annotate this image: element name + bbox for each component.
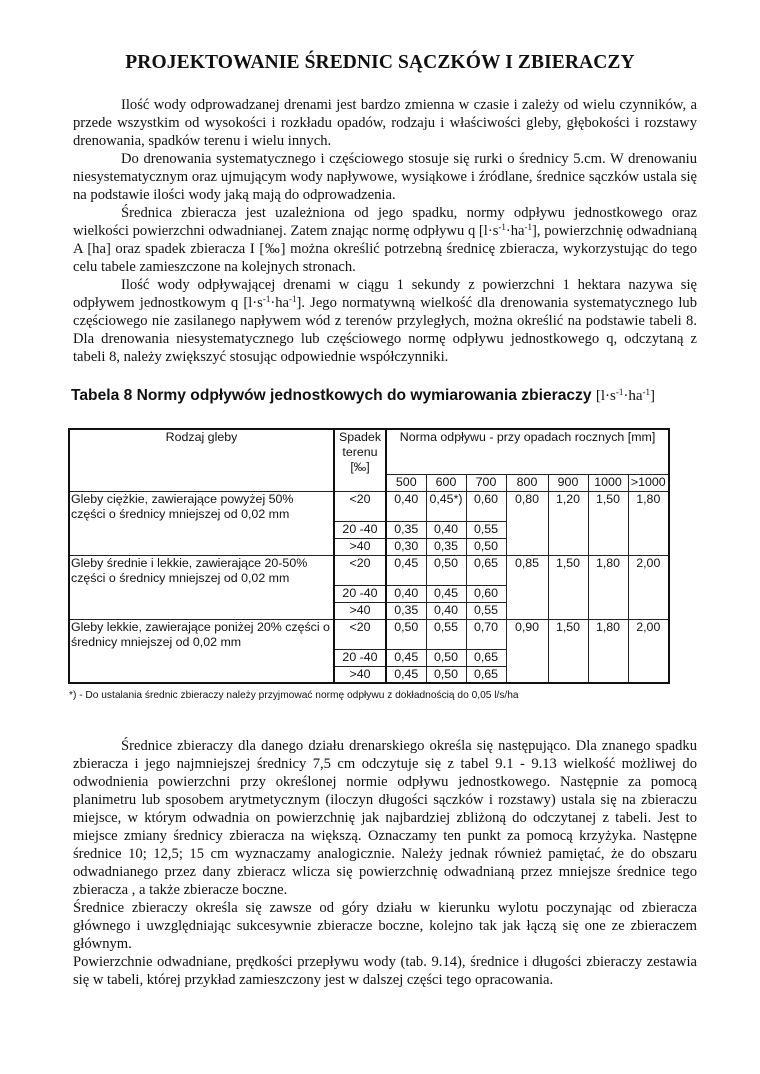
header-row — [69, 429, 669, 474]
paragraph-7: Powierzchnie odwadniane, prędkości przepływu wody (tab. 9.14), średnice i długości zbieraczy zestawia się w tabeli, której przykład zamieszczony jest w dalszej części tego opracowania. — [73, 954, 697, 988]
slope-cell: >40 — [334, 538, 386, 555]
paragraph-4: Ilość wody odpływającej drenami w ciągu 1 sekundy z powierzchni 1 hektara nazywa się odpływem jednostkowym q $[l\cdot s^{-1}\cdot ha^{-1}]$. Jego normatywną wielkość dla drenowania systematycznego lub częściowego nie zasilanego napływem wód z terenów przyległych, można określić na podstawie tabeli 8. Dla drenowania niesystematycznego lub częściowego normę odpływu jednostkowego q, odczytaną z tabeli 8, należy zwiększyć stosując odpowiednie współczynniki. — [73, 277, 697, 365]
value-cell: 1,80 — [588, 619, 628, 683]
value-cell: 0,40 — [386, 491, 426, 521]
value-cell: 0,55 — [466, 602, 506, 619]
value-cell: 0,45*) — [426, 491, 466, 521]
header-soil-type: Rodzaj gleby — [69, 429, 334, 491]
paragraph-1: Ilość wody odprowadzanej drenami jest bardzo zmienna w czasie i zależy od wielu czynników, a przede wszystkim od wysokości i rozkładu opadów, rodzaju i właściwości gleby, głębokości i rozstawy drenowania, spadków terenu i wielu innych. — [73, 97, 697, 149]
soil-type-cell: Gleby lekkie, zawierające poniżej 20% części o średnicy mniejszej od 0,02 mm — [69, 619, 334, 683]
value-cell: 0,85 — [506, 555, 548, 619]
value-cell: 0,65 — [466, 555, 506, 585]
header-precip-900: 900 — [548, 474, 588, 491]
value-cell: 0,50 — [386, 619, 426, 649]
header-precip-800: 800 — [506, 474, 548, 491]
slope-cell: 20 -40 — [334, 649, 386, 666]
value-cell: 0,55 — [466, 521, 506, 538]
norms-table — [68, 428, 670, 684]
slope-cell: <20 — [334, 619, 386, 649]
slope-cell: 20 -40 — [334, 521, 386, 538]
header-precip-1000: 1000 — [588, 474, 628, 491]
value-cell: 0,80 — [506, 491, 548, 555]
header-slope: Spadek terenu [‰] — [334, 429, 386, 491]
value-cell: 2,00 — [628, 555, 669, 619]
value-cell: 1,80 — [628, 491, 669, 555]
slope-cell: <20 — [334, 555, 386, 585]
value-cell: 0,35 — [426, 538, 466, 555]
value-cell: 1,50 — [548, 555, 588, 619]
value-cell: 1,80 — [588, 555, 628, 619]
value-cell: 0,50 — [426, 649, 466, 666]
value-cell: 0,45 — [426, 585, 466, 602]
value-cell: 0,40 — [386, 585, 426, 602]
page-title: PROJEKTOWANIE ŚREDNIC SĄCZKÓW I ZBIERACZY — [125, 52, 635, 73]
header-precip-700: 700 — [466, 474, 506, 491]
soil-type-cell: Gleby ciężkie, zawierające powyżej 50% części o średnicy mniejszej od 0,02 mm — [69, 491, 334, 555]
value-cell: 1,50 — [548, 619, 588, 683]
value-cell: 0,65 — [466, 649, 506, 666]
value-cell: 0,90 — [506, 619, 548, 683]
value-cell: 0,50 — [426, 666, 466, 683]
table-caption: Tabela 8 Normy odpływów jednostkowych do wymiarowania zbieraczy $[l\cdot s^{-1}\cdot ha^{-1}]$ — [71, 387, 655, 404]
value-cell: 0,65 — [466, 666, 506, 683]
header-norm: Norma odpływu - przy opadach rocznych [mm] — [386, 429, 669, 474]
soil-type-cell: Gleby średnie i lekkie, zawierające 20-50% części o średnicy mniejszej od 0,02 mm — [69, 555, 334, 619]
paragraph-2: Do drenowania systematycznego i częściowego stosuje się rurki o średnicy 5.cm. W drenowaniu niesystematycznym oraz ujmującym wody napływowe, wysiąkowe i źródlane, średnice sączków ustala się na podstawie ilości wody jaką mają do odprowadzenia. — [73, 151, 697, 203]
value-cell: 0,60 — [466, 585, 506, 602]
value-cell: 1,50 — [588, 491, 628, 555]
value-cell: 0,45 — [386, 555, 426, 585]
value-cell: 0,35 — [386, 602, 426, 619]
table-row — [69, 555, 669, 585]
paragraph-5: Średnice zbieraczy dla danego działu drenarskiego określa się następująco. Dla znanego spadku zbieracza i jego najmniejszej średnicy 7,5 cm odczytuje się z tabel 9.1 - 9.13 wielkość możliwej do odwodnienia powierzchni przy określonej normie odpływu jednostkowego. Następnie za pomocą planimetru lub sposobem arytmetycznym (iloczyn długości sączków i rozstawy) ustala się na zbieraczu miejsce, w którym odwadnia on powierzchnię jak najbardziej zbliżoną do odczytanej z tabeli. Jest to miejsce zmiany średnicy zbieracza na większą. Oznaczamy ten punkt za pomocą krzyżyka. Następne średnice 10; 12,5; 15 cm wyznaczamy analogicznie. Należy jednak również pamiętać, że do obszaru odwadnianego przez dany zbieracz wlicza się powierzchnię odwadnianą przez mniejsze średnice tego zbieracza , a także zbieracze boczne. — [73, 738, 697, 898]
table-row — [69, 619, 669, 649]
slope-cell: >40 — [334, 666, 386, 683]
value-cell: 0,35 — [386, 521, 426, 538]
header-precip-600: 600 — [426, 474, 466, 491]
value-cell: 0,45 — [386, 649, 426, 666]
header-precip-500: 500 — [386, 474, 426, 491]
value-cell: 0,60 — [466, 491, 506, 521]
value-cell: 0,50 — [426, 555, 466, 585]
value-cell: 0,40 — [426, 602, 466, 619]
header-precip-gt1000: >1000 — [628, 474, 669, 491]
value-cell: 0,70 — [466, 619, 506, 649]
slope-cell: <20 — [334, 491, 386, 521]
value-cell: 1,20 — [548, 491, 588, 555]
value-cell: 0,55 — [426, 619, 466, 649]
table-unit: $[l\cdot s^{-1}\cdot ha^{-1}]$ — [595, 387, 655, 404]
table-footnote: *) - Do ustalania średnic zbieraczy należy przyjmować normę odpływu z dokładnością do 0,05 l/s/ha — [69, 690, 519, 701]
value-cell: 0,30 — [386, 538, 426, 555]
slope-cell: 20 -40 — [334, 585, 386, 602]
closing-text — [73, 737, 697, 989]
value-cell: 2,00 — [628, 619, 669, 683]
value-cell: 0,40 — [426, 521, 466, 538]
value-cell: 0,50 — [466, 538, 506, 555]
value-cell: 0,45 — [386, 666, 426, 683]
slope-cell: >40 — [334, 602, 386, 619]
intro-text — [73, 96, 697, 366]
table-row — [69, 491, 669, 521]
paragraph-3: Średnica zbieracza jest uzależniona od jego spadku, normy odpływu jednostkowego oraz wielkości powierzchni odwadnianej. Zatem znając normę odpływu q $[l\cdot s^{-1}\cdot ha^{-1}]$, powierzchnię odwadnianą A [ha] oraz spadek zbieracza I [‰] można określić potrzebną średnicę zbieracza, wykorzystując do tego celu tabele zamieszczone na kolejnych stronach. — [73, 205, 698, 275]
paragraph-6: Średnice zbieraczy określa się zawsze od góry działu w kierunku wylotu poczynając od zbieracza głównego i uwzględniając sukcesywnie zbieracze boczne, kolejno tak jak łączą się one ze zbieraczem głównym. — [73, 900, 697, 952]
